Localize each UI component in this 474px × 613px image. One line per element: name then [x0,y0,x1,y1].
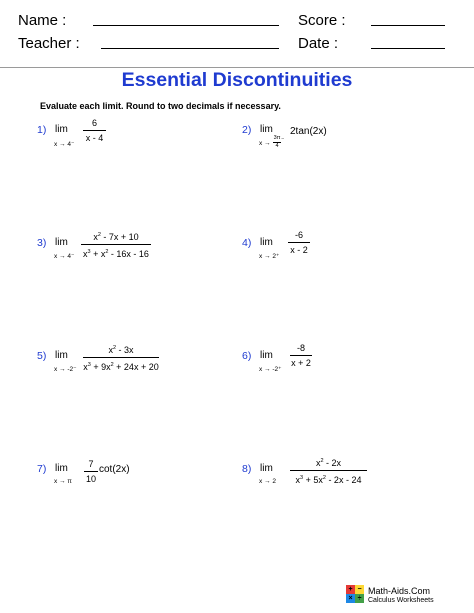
lim-word: lim [55,124,68,135]
teacher-line[interactable] [101,48,279,49]
problem-number: 4) [242,237,252,249]
fraction [83,343,159,373]
score-line[interactable] [371,25,445,26]
approach-value: x → -2⁻ [54,366,77,373]
lim-word: lim [260,350,273,361]
score-label: Score : [298,12,346,29]
plus-icon: + [346,585,355,594]
lim-word: lim [260,463,273,474]
numerator: 6 [91,118,97,128]
expression: 2tan(2x) [290,126,327,137]
lim-word: lim [55,237,68,248]
coefficient-numerator: 7 [88,459,94,469]
approach-value: x → π [54,478,72,485]
date-line[interactable] [371,48,445,49]
approach-value: x → 4⁻ [54,141,75,148]
approach-numerator: 3π [273,135,281,141]
instructions: Evaluate each limit. Round to two decimals if necessary. [40,101,281,111]
lim-word: lim [55,463,68,474]
numerator: $x^2 - 3x$ [108,345,134,355]
approach-prefix: x → [259,140,271,147]
numerator: -8 [296,343,305,353]
times-icon: × [346,594,355,603]
header-divider [0,67,474,68]
approach-denominator: 4 [275,142,279,149]
problem-number: 3) [37,237,47,249]
name-line[interactable] [93,25,279,26]
numerator: -6 [294,230,303,240]
fraction [290,343,312,369]
name-label: Name : [18,12,67,29]
approach-value: x → -2⁺ [259,366,282,373]
teacher-label: Teacher : [18,35,80,52]
denominator: x - 2 [290,245,308,255]
approach-value: x → 4⁻ [54,253,75,260]
approach-value: x → 2 [259,478,276,485]
denominator: x + 2 [291,358,311,368]
site-name-link[interactable]: Math-Aids.Com [368,586,431,596]
minus-icon: − [355,585,364,594]
worksheet-title: Essential Discontinuities [121,69,353,91]
problem-number: 2) [242,124,252,136]
problem-number: 8) [242,463,252,475]
fraction [81,230,151,260]
lim-word: lim [260,237,273,248]
denominator: $x^3 + 9x^2 + 24x + 20$ [83,362,159,372]
expression: cot(2x) [99,464,130,475]
denominator: $x^3 + 5x^2 - 2x - 24$ [295,475,362,485]
denominator: $x^3 + x^2 - 16x - 16$ [83,249,149,259]
coefficient-fraction [84,459,98,485]
coefficient-denominator: 10 [85,474,96,484]
approach-fraction [273,135,281,149]
problem-number: 5) [37,350,47,362]
lim-word: lim [55,350,68,361]
date-label: Date : [298,35,339,52]
fraction [290,456,367,486]
lim-word: lim [260,124,273,135]
fraction [288,230,310,256]
denominator: x - 4 [85,133,104,143]
approach-value: x → 2⁺ [259,253,280,260]
site-subtitle: Calculus Worksheets [368,597,434,604]
numerator: $x^2 - 7x + 10$ [93,232,139,242]
math-aids-logo-icon[interactable] [346,585,364,603]
numerator: $x^2 - 2x$ [315,458,342,468]
problem-number: 6) [242,350,252,362]
problem-number: 7) [37,463,47,475]
divide-icon: ÷ [355,594,364,603]
approach-side: ⁻ [281,137,285,144]
fraction [83,118,106,144]
problem-number: 1) [37,124,47,136]
